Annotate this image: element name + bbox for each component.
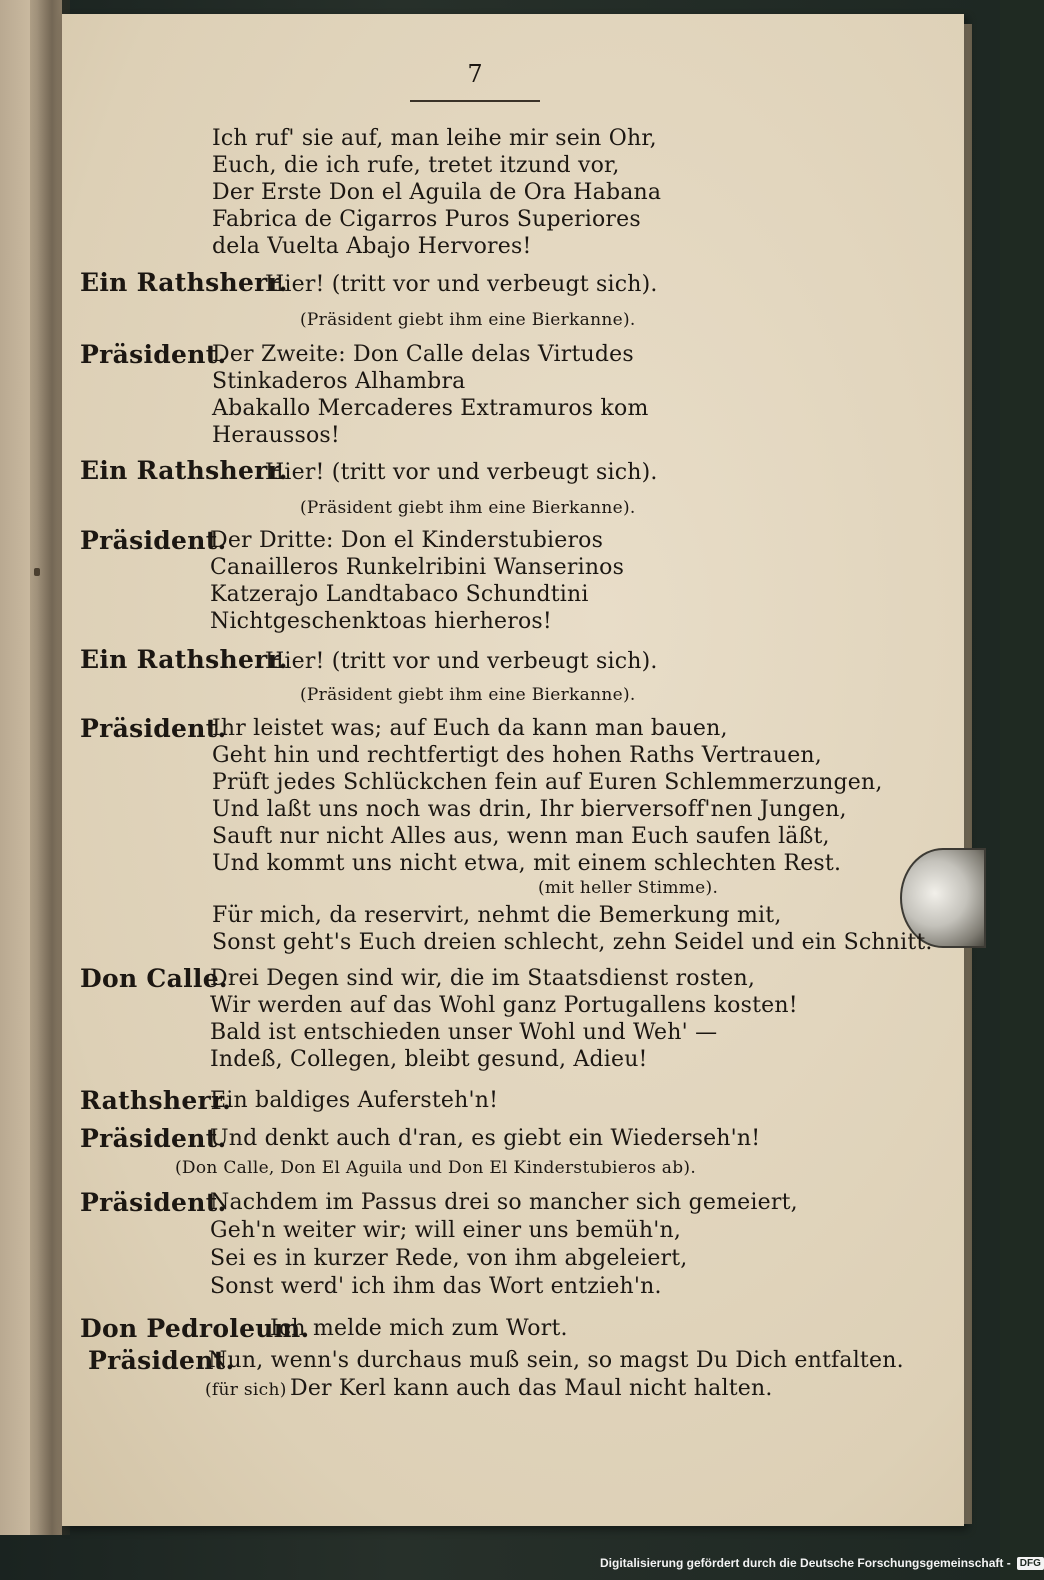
verse-line: Sonst werd' ich ihm das Wort entzieh'n.: [210, 1274, 662, 1299]
stage-direction: (für sich): [205, 1380, 287, 1400]
verse-line: Ihr leistet was; auf Euch da kann man bauen,: [212, 716, 728, 741]
dfg-logo: DFG: [1017, 1557, 1044, 1570]
verse-line: Stinkaderos Alhambra: [212, 369, 466, 394]
verse-line: Und denkt auch d'ran, es giebt ein Wiederseh'n!: [210, 1126, 761, 1151]
speaker-label: Ein Rathsherr.: [80, 645, 288, 674]
verse-line: Heraussos!: [212, 423, 340, 448]
footer-text: Digitalisierung gefördert durch die Deutsche Forschungsgemeinschaft -: [600, 1556, 1011, 1570]
verse-line: Abakallo Mercaderes Extramuros kom: [212, 396, 649, 421]
verse-line: Der Zweite: Don Calle delas Virtudes: [212, 342, 634, 367]
verse-line: Ich ruf' sie auf, man leihe mir sein Ohr,: [212, 126, 657, 151]
speaker-label: Ein Rathsherr.: [80, 456, 288, 485]
stage-direction: (Don Calle, Don El Aguila und Don El Kinderstubieros ab).: [175, 1158, 697, 1178]
verse-line: Ein baldiges Aufersteh'n!: [210, 1088, 499, 1113]
stage-direction: (Präsident giebt ihm eine Bierkanne).: [300, 498, 636, 518]
verse-line: Sei es in kurzer Rede, von ihm abgeleiert,: [210, 1246, 688, 1271]
speaker-label: Don Pedroleum.: [80, 1314, 310, 1343]
speaker-label: Ein Rathsherr.: [80, 268, 288, 297]
speaker-label: Präsident.: [80, 1124, 227, 1153]
verse-line: Sauft nur nicht Alles aus, wenn man Euch saufen läßt,: [212, 824, 830, 849]
verse-line: Und laßt uns noch was drin, Ihr bierversoff'nen Jungen,: [212, 797, 847, 822]
verse-line: Der Erste Don el Aguila de Ora Habana: [212, 180, 662, 205]
verse-line: Nun, wenn's durchaus muß sein, so magst Du Dich entfalten.: [208, 1348, 904, 1373]
verse-line: Fabrica de Cigarros Puros Superiores: [212, 207, 641, 232]
verse-line: dela Vuelta Abajo Hervores!: [212, 234, 532, 259]
verse-line: Ich melde mich zum Wort.: [270, 1316, 568, 1341]
speaker-label: Präsident.: [80, 1188, 227, 1217]
verse-line: Für mich, da reservirt, nehmt die Bemerkung mit,: [212, 903, 782, 928]
speaker-label: Präsident.: [88, 1346, 235, 1375]
speaker-label: Don Calle.: [80, 964, 228, 993]
verse-line: Euch, die ich rufe, tretet itzund vor,: [212, 153, 620, 178]
verse-line: Geh'n weiter wir; will einer uns bemüh'n,: [210, 1218, 682, 1243]
verse-line: Canailleros Runkelribini Wanserinos: [210, 555, 625, 580]
verse-line: Nachdem im Passus drei so mancher sich gemeiert,: [210, 1190, 798, 1215]
speaker-label: Rathsherr.: [80, 1086, 232, 1115]
verse-line: Nichtgeschenktoas hierheros!: [210, 609, 552, 634]
page-number-rule: [410, 100, 540, 102]
verse-line: Der Dritte: Don el Kinderstubieros: [210, 528, 604, 553]
page-number: 7: [467, 60, 483, 88]
verse-line: Katzerajo Landtabaco Schundtini: [210, 582, 589, 607]
paper-spot: [34, 568, 40, 576]
verse-line: Indeß, Collegen, bleibt gesund, Adieu!: [210, 1047, 648, 1072]
verse-line: Drei Degen sind wir, die im Staatsdienst rosten,: [210, 966, 756, 991]
verse-line: Wir werden auf das Wohl ganz Portugallens kosten!: [210, 993, 798, 1018]
stage-direction: (Präsident giebt ihm eine Bierkanne).: [300, 310, 636, 330]
verse-line: Der Kerl kann auch das Maul nicht halten.: [290, 1376, 773, 1401]
verse-line: Hier! (tritt vor und verbeugt sich).: [265, 649, 658, 674]
verse-line: Hier! (tritt vor und verbeugt sich).: [265, 460, 658, 485]
digitization-footer: [600, 1552, 1044, 1574]
speaker-label: Präsident.: [80, 526, 227, 555]
stage-direction: (Präsident giebt ihm eine Bierkanne).: [300, 685, 636, 705]
verse-line: Sonst geht's Euch dreien schlecht, zehn Seidel und ein Schnitt.: [212, 930, 933, 955]
verse-line: Geht hin und rechtfertigt des hohen Raths Vertrauen,: [212, 743, 822, 768]
speaker-label: Präsident.: [80, 714, 227, 743]
verse-line: Und kommt uns nicht etwa, mit einem schlechten Rest.: [212, 851, 842, 876]
verse-line: Hier! (tritt vor und verbeugt sich).: [265, 272, 658, 297]
stage-direction: (mit heller Stimme).: [538, 878, 719, 898]
speaker-label: Präsident.: [80, 340, 227, 369]
verse-line: Bald ist entschieden unser Wohl und Weh' —: [210, 1020, 718, 1045]
verse-line: Prüft jedes Schlückchen fein auf Euren Schlemmerzungen,: [212, 770, 883, 795]
